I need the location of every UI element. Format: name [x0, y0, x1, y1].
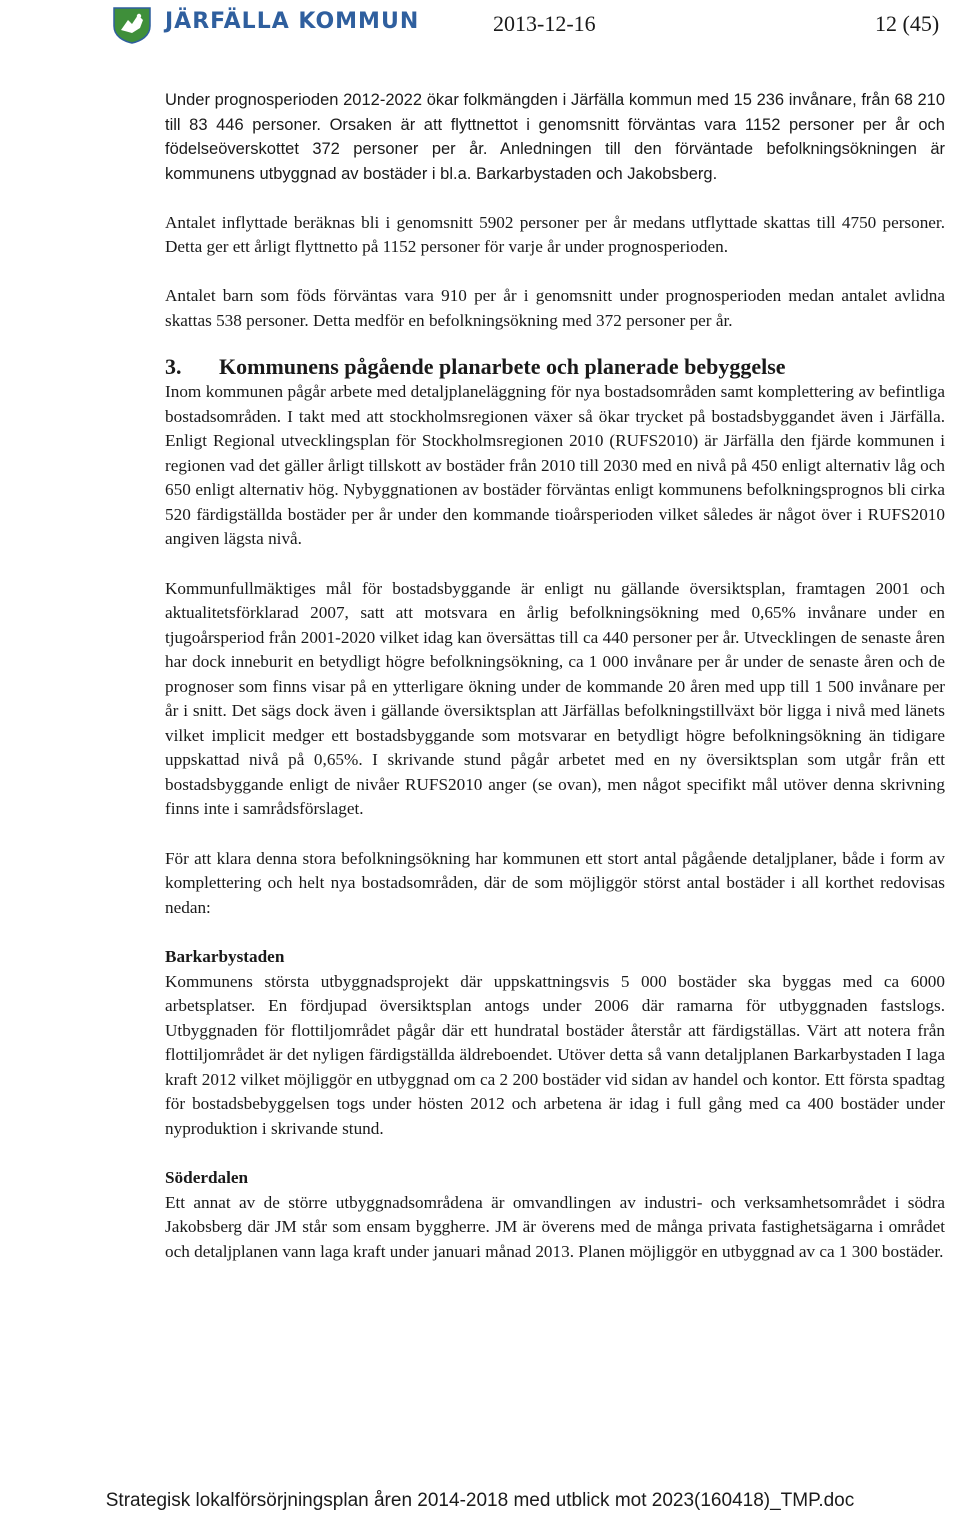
subsection-text: Kommunens största utbyggnadsprojekt där uppskattningsvis 5 000 bostäder ska byggas med ca 6000 arbetsplatser. En fördjupad översiktsplan antogs under 2006 där ramarna för utbyggnaden fastslogs. Utbyggnaden för flottiljområdet pågår där ett hundratal bostäder återstår att färdigställas. Värt att notera från flottiljområdet är det nyligen färdigställda äldreboendet. Utöver detta så vann detaljplanen Barkarbystaden I laga kraft 2012 vilket möjliggör en utbyggnad om ca 2 200 bostäder vid sidan av handel och kontor. Ett första spadtag för bostadsbebyggelsen togs under hösten 2012 och arbetena är idag i full gång med ca 400 bostäder under nyproduktion i skrivande stund. — [165, 971, 945, 1138]
paragraph-detail-plans: För att klara denna stora befolkningsökning har kommunen ett stort antal pågående detaljplaner, både i form av komplettering och helt nya bostadsområden, där de som möjliggör störst antal bostäder i all korthet redovisas nedan: — [165, 848, 945, 917]
subsection-heading: Söderdalen — [165, 1168, 249, 1187]
subsection-barkarbystaden — [165, 945, 945, 1141]
paragraph-housing-goals: Kommunfullmäktiges mål för bostadsbyggande är enligt nu gällande översiktsplan, framtagen 2001 och aktualitetsförklarad 2007, satt att motsvara en årlig befolkningsökning med 0,65% invånare under en tjugoårsperiod från 2001-2020 vilket idag kan översättas till ca 440 personer per år. Utvecklingen de senaste åren har dock inneburit en betydligt högre befolkningsökning, ca 1 000 invånare per år under de senaste åren och de prognoser som finns visar på en ytterligare ökning under de kommande 20 åren med upp till 1 500 invånare per år i snitt. Det sägs dock även i gällande översiktsplan att Järfällas befolkningstillväxt bör ligga i nivå med länets vilket implicit medger ett bostadsbyggande som motsvarar en betydligt högre befolkningsökning än tidigare uppskattad nivå på 0,65%. I skrivande stund pågår arbetet med en ny översiktsplan som utgår från ett bostadsbyggande enligt de nivåer RUFS2010 anger (se ovan), men något specifikt mål utöver denna skrivning finns inte i samrådsförslaget. — [165, 578, 945, 818]
jarfalla-coat-of-arms-icon — [112, 6, 152, 44]
page-footer: Strategisk lokalförsörjningsplan åren 2014-2018 med utblick mot 2023(160418)_TMP.doc — [105, 1490, 855, 1511]
subsection-heading: Barkarbystaden — [165, 947, 285, 966]
subsection-soderdalen — [165, 1166, 945, 1264]
paragraph-migration: Antalet inflyttade beräknas bli i genomsnitt 5902 personer per år medans utflyttade skattas till 4750 personer. Detta ger ett årligt flyttnetto på 1152 personer för varje år under prognosperioden. — [165, 212, 945, 256]
municipality-name: JÄRFÄLLA KOMMUN — [165, 9, 420, 34]
paragraph-births-deaths: Antalet barn som föds förväntas vara 910 per år i genomsnitt under prognosperioden medan antalet avlidna skattas 538 personer. Detta medför en befolkningsökning med 372 personer per år. — [165, 286, 945, 330]
page-number: 12 (45) — [875, 11, 940, 36]
subsection-text: Ett annat av de större utbyggnadsområdena är omvandlingen av industri- och verksamhetsområdet i södra Jakobsberg där JM står som ensam byggherre. JM är överens med de många privata fastighetsägarna i området och detaljplanen vann laga kraft under januari månad 2013. Planen möjliggör en utbyggnad av ca 1 300 bostäder. — [165, 1192, 945, 1261]
section-number: 3. — [165, 354, 182, 379]
page-header — [0, 0, 960, 56]
document-body — [165, 88, 945, 1264]
section-heading — [165, 354, 945, 380]
document-date: 2013-12-16 — [493, 11, 596, 36]
paragraph-planning-work: Inom kommunen pågår arbete med detaljplaneläggning för nya bostadsområden samt komplettering av befintliga bostadsområden. I takt med att stockholmsregionen växer så ökar trycket på bostadsbyggandet även i Järfälla. Enligt Regional utvecklingsplan för Stockholmsregionen 2010 (RUFS2010) är Järfälla den fjärde kommunen i regionen vad det gäller årligt tillskott av bostäder från 2010 till 2030 med en nivå på 450 enligt alternativ låg och 650 enligt alternativ hög. Nybyggnationen av bostäder förväntas enligt kommunens befolkningsprognos bli cirka 520 färdigställda bostäder per år under den kommande tioårsperioden vilket således är något över i RUFS2010 angiven lägsta nivå. — [165, 382, 945, 548]
section-title: Kommunens pågående planarbete och planerade bebyggelse — [219, 354, 786, 379]
paragraph-population-forecast: Under prognosperioden 2012-2022 ökar folkmängden i Järfälla kommun med 15 236 invånare, från 68 210 till 83 446 personer. Orsaken är att flyttnettot i genomsnitt förväntas vara 1152 personer per år och födelseöverskottet 372 personer per år. Anledningen till den förväntade befolkningsökningen är kommunens utbyggnad av bostäder i bl.a. Barkarbystaden och Jakobsberg. — [165, 91, 945, 183]
